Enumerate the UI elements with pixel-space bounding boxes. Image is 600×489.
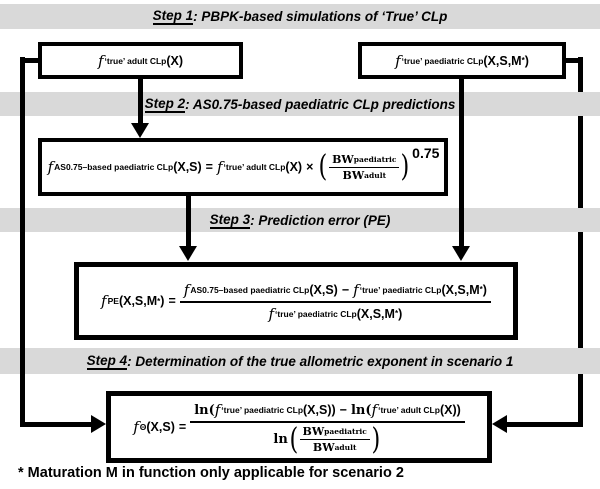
pe-den-subscript: ‘true’ paediatric CLp	[275, 308, 357, 319]
pe-num-term2-f: f	[353, 280, 359, 299]
pe-lhs-args-close: )	[160, 294, 165, 308]
pe-lhs-subscript: PE	[107, 296, 119, 306]
ln-denominator: ln	[273, 432, 288, 447]
theta-equals: =	[178, 420, 187, 434]
step2-open-paren: (	[318, 149, 328, 184]
theta-minus-operator: −	[339, 403, 347, 417]
theta-num-term1-args: (X,S))	[303, 403, 336, 417]
step4-banner-step-label: Step 4	[86, 352, 128, 368]
theta-bw-adult-subscript: adult	[334, 443, 357, 452]
step2-formula-box	[38, 138, 448, 196]
step2-rhs-subscript: ‘true’ adult CLp	[223, 162, 286, 172]
bw-adult-subscript: adult	[364, 170, 387, 180]
step3-banner-step-label: Step 3	[209, 211, 251, 227]
theta-fraction	[190, 400, 465, 457]
theta-num-term1-f: f	[214, 401, 221, 419]
connector-left-outer-vertical	[20, 57, 25, 427]
step2-times-operator: ×	[306, 160, 314, 174]
step2-rhs-args: (X)	[285, 160, 303, 174]
arrowhead-adult-to-step2	[131, 123, 149, 138]
pe-num-term1-args: (X,S)	[309, 282, 338, 297]
bw-paediatric-subscript: paediatric	[353, 154, 397, 164]
pe-den-args-close: )	[398, 306, 403, 321]
pe-num-term2-args-open: (X,S,M	[441, 282, 480, 297]
adult-clp-box	[38, 42, 243, 79]
pe-den-asterisk: *	[394, 309, 399, 318]
theta-bw-ratio-fraction	[300, 425, 370, 454]
theta-num-term2-subscript: ‘true’ adult CLp	[378, 405, 440, 415]
pe-lhs-asterisk: *	[157, 296, 161, 306]
step3-banner-text: : Prediction error (PE)	[250, 212, 391, 228]
pe-num-term2-subscript: ‘true’ paediatric CLp	[359, 284, 442, 295]
step2-lhs-args: (X,S)	[173, 160, 202, 174]
arrow-step2-to-pe-shaft	[186, 194, 191, 247]
bw-ratio-fraction	[329, 153, 399, 182]
adult-clp-args: (X)	[166, 53, 184, 68]
theta-lhs-f: f	[133, 418, 139, 436]
paediatric-clp-box	[358, 42, 566, 79]
connector-right-elbow-horizontal	[505, 422, 583, 427]
paediatric-clp-subscript: ‘true’ paediatric CLp	[401, 55, 484, 66]
step2-banner-text: : AS0.75-based paediatric CLp predictions	[185, 96, 456, 112]
arrowhead-step2-to-pe	[179, 246, 197, 261]
adult-clp-subscript: ‘true’ adult CLp	[104, 55, 167, 66]
paediatric-clp-args-close: )	[524, 53, 529, 68]
theta-den-open-paren: (	[289, 421, 299, 457]
bw-paediatric: BW	[332, 152, 354, 166]
pe-formula-box	[74, 262, 518, 340]
step2-banner-step-label: Step 2	[144, 95, 186, 111]
step2-close-paren: )	[400, 149, 410, 184]
arrow-adult-to-step2-shaft	[138, 76, 143, 124]
pe-num-term1-f: f	[183, 280, 190, 299]
step4-banner-text: : Determination of the true allometric exponent in scenario 1	[127, 353, 514, 369]
theta-lhs-args: (X,S)	[146, 420, 175, 434]
pe-num-term2-asterisk: *	[479, 285, 483, 294]
step3-banner	[0, 208, 600, 232]
pe-minus-operator: −	[341, 282, 350, 297]
theta-num-term1-subscript: ‘true’ paediatric CLp	[221, 405, 304, 415]
ln-open-1: ln(	[194, 402, 215, 418]
pe-equals: =	[168, 294, 176, 308]
theta-bw-paediatric: BW	[302, 425, 325, 438]
theta-lhs-subscript: Θ	[139, 422, 147, 432]
step2-equals: =	[205, 160, 213, 174]
theta-bw-adult: BW	[312, 441, 335, 454]
step2-banner	[0, 92, 600, 116]
step1-banner-text: : PBPK-based simulations of ‘True’ CLp	[193, 9, 448, 24]
adult-clp-f-symbol: f	[97, 51, 104, 70]
step1-banner	[0, 4, 600, 29]
pe-num-term1-subscript: AS0.75–based paediatric CLp	[190, 284, 310, 295]
pe-num-term2-args-close: )	[482, 282, 487, 297]
arrow-paediatric-to-pe-shaft	[459, 76, 464, 247]
paediatric-clp-f-symbol: f	[395, 51, 401, 70]
bw-adult: BW	[342, 168, 365, 182]
step2-lhs-subscript: AS0.75–based paediatric CLp	[54, 162, 174, 172]
maturation-footnote: * Maturation M in function only applicable for scenario 2	[18, 465, 404, 481]
pe-lhs-f: f	[101, 292, 107, 310]
step4-banner	[0, 348, 600, 374]
allometric-exponent: 0.75	[412, 145, 440, 161]
pe-fraction	[180, 280, 491, 323]
arrowhead-paediatric-to-pe	[452, 246, 470, 261]
step4-formula-box	[106, 391, 492, 463]
paediatric-clp-args-open: (X,S,M	[483, 53, 522, 68]
step2-rhs-f: f	[216, 158, 223, 176]
arrowhead-into-step4-left	[91, 415, 106, 433]
maturation-asterisk: *	[521, 56, 525, 65]
pe-den-args-open: (X,S,M	[356, 306, 395, 321]
theta-den-close-paren: )	[371, 421, 381, 457]
step1-banner-step-label: Step 1	[152, 8, 194, 23]
theta-num-term2-args: (X))	[439, 403, 461, 417]
theta-bw-paediatric-subscript: paediatric	[324, 427, 367, 436]
ln-open-2: ln(	[350, 402, 372, 418]
step2-lhs-f: f	[47, 158, 54, 176]
pe-lhs-args-open: (X,S,M	[118, 294, 158, 308]
pe-den-f: f	[268, 304, 275, 323]
connector-left-elbow-horizontal	[20, 422, 94, 427]
theta-num-term2-f: f	[371, 401, 378, 419]
arrowhead-into-step4-right	[492, 415, 507, 433]
